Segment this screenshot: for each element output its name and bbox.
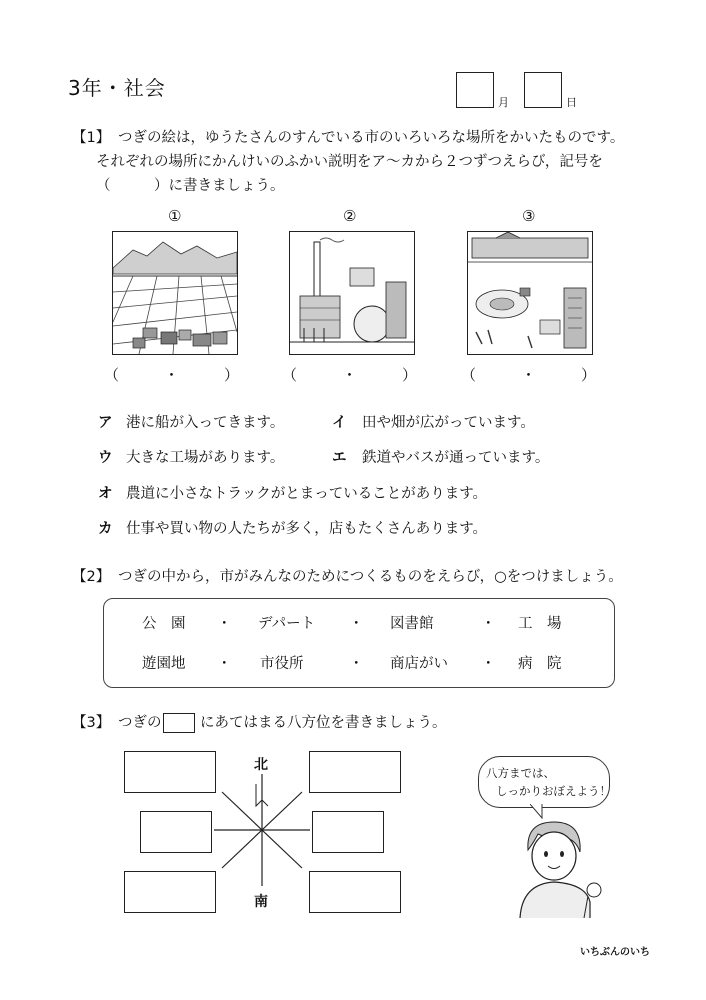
option-i-text: 田や畑が広がっています。 <box>362 415 535 431</box>
q3-text-before: つぎの <box>118 715 162 731</box>
q3-inline-blank-box <box>163 713 195 733</box>
north-label: 北 <box>254 757 268 773</box>
month-label: 月 <box>498 96 509 109</box>
picture-1-answer[interactable]: （ ・ ） <box>104 366 240 384</box>
southeast-answer-box[interactable] <box>309 871 401 913</box>
southwest-answer-box[interactable] <box>124 871 216 913</box>
south-label: 南 <box>254 894 268 910</box>
picture-3-answer[interactable]: （ ・ ） <box>461 366 597 384</box>
option-o-key: オ <box>98 486 113 502</box>
word-park[interactable]: 公 園 <box>142 616 186 632</box>
option-o-text: 農道に小さなトラックがとまっていることがあります。 <box>126 486 488 502</box>
east-answer-box[interactable] <box>312 811 384 853</box>
option-u-text: 大きな工場があります。 <box>126 450 285 466</box>
picture-1-farmland-image <box>112 231 238 355</box>
month-input-box[interactable] <box>456 72 494 108</box>
picture-2-answer[interactable]: （ ・ ） <box>282 366 418 384</box>
word-dot: ・ <box>217 616 232 632</box>
option-e-key: エ <box>332 450 347 466</box>
speech-bubble <box>478 756 610 808</box>
q2-text: つぎの中から，市がみんなのためにつくるものをえらび，○をつけましょう。 <box>118 569 623 585</box>
footer-mark: いちぶんのいち <box>580 947 650 958</box>
word-department-store[interactable]: デパート <box>258 616 316 632</box>
west-answer-box[interactable] <box>140 811 212 853</box>
option-u-key: ウ <box>98 450 113 466</box>
option-a-key: ア <box>98 415 113 431</box>
word-amusement-park[interactable]: 遊園地 <box>142 656 186 672</box>
option-i-key: イ <box>332 415 347 431</box>
q3-text-after: にあてはまる八方位を書きましょう。 <box>200 715 447 731</box>
q1-line1: つぎの絵は，ゆうたさんのすんでいる市のいろいろな場所をかいたものです。 <box>118 130 625 146</box>
word-dot: ・ <box>217 656 232 672</box>
northwest-answer-box[interactable] <box>124 751 216 793</box>
day-label: 日 <box>566 96 577 109</box>
compass-rose <box>200 770 324 890</box>
option-ka-key: カ <box>98 521 113 537</box>
teacher-character-illustration <box>510 816 606 918</box>
q1-line3: （ ）に書きましょう。 <box>96 178 285 194</box>
word-library[interactable]: 図書館 <box>390 616 434 632</box>
word-dot: ・ <box>481 656 496 672</box>
bubble-line-1: 八方までは、 <box>486 766 555 780</box>
word-city-hall[interactable]: 市役所 <box>260 656 304 672</box>
day-input-box[interactable] <box>524 72 562 108</box>
page-title: 3年・社会 <box>68 76 166 100</box>
q1-number: 【1】 <box>72 130 111 146</box>
word-dot: ・ <box>349 616 364 632</box>
word-hospital[interactable]: 病 院 <box>518 656 562 672</box>
q3-number: 【3】 <box>72 715 111 731</box>
option-a-text: 港に船が入ってきます。 <box>126 415 285 431</box>
option-ka-text: 仕事や買い物の人たちが多く，店もたくさんあります。 <box>126 521 488 537</box>
q1-line2: それぞれの場所にかんけいのふかい説明をア〜カから２つずつえらび，記号を <box>96 154 603 170</box>
northeast-answer-box[interactable] <box>309 751 401 793</box>
option-e-text: 鉄道やバスが通っています。 <box>362 450 550 466</box>
word-dot: ・ <box>481 616 496 632</box>
bubble-line-2: しっかりおぼえよう！ <box>496 784 611 798</box>
word-shopping-street[interactable]: 商店がい <box>390 656 448 672</box>
q2-number: 【2】 <box>72 569 111 585</box>
picture-1-label: ① <box>168 207 182 225</box>
picture-3-city-image <box>467 231 593 355</box>
word-dot: ・ <box>349 656 364 672</box>
picture-2-factory-image <box>289 231 415 355</box>
word-factory[interactable]: 工 場 <box>518 616 562 632</box>
picture-3-label: ③ <box>522 207 536 225</box>
picture-2-label: ② <box>343 207 357 225</box>
